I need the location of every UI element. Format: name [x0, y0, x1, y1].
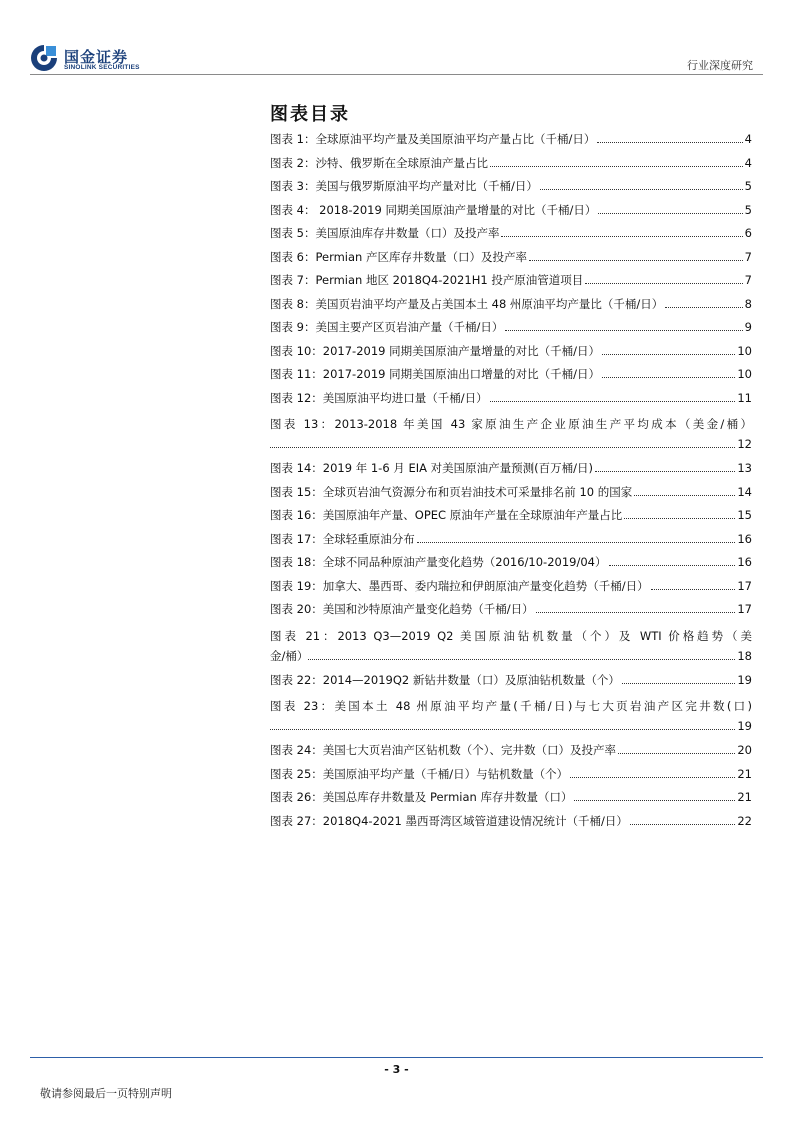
toc-entry-page: 19: [737, 718, 752, 733]
toc-entry-page: 22: [737, 813, 752, 828]
toc-entry[interactable]: [270, 531, 752, 555]
toc-leader-dots: [505, 329, 742, 331]
toc-entry[interactable]: [270, 766, 752, 790]
toc-entry-label: 图表 26：美国总库存井数量及 Permian 库存井数量（口）: [270, 790, 573, 804]
toc-entry[interactable]: [270, 578, 752, 602]
toc-entry-page: 21: [737, 790, 752, 804]
toc-entry-label: 图表 21：2013 Q3—2019 Q2 美国原油钻机数量（个）及 WTI 价格趋势（美: [270, 628, 752, 643]
toc-entry-label: 图表 13：2013-2018 年美国 43 家原油生产企业原油生产平均成本（美金/桶）: [270, 417, 752, 431]
toc-entry[interactable]: [270, 742, 752, 766]
toc-entry[interactable]: [270, 484, 752, 508]
table-of-figures: [270, 131, 752, 836]
toc-entry[interactable]: [270, 460, 752, 484]
toc-entry[interactable]: [270, 507, 752, 531]
toc-entry-label: 图表 23：美国本土 48 州原油平均产量(千桶/日)与七大页岩油产区完井数(口): [270, 699, 752, 713]
toc-entry-label: 图表 2：沙特、俄罗斯在全球原油产量占比: [270, 155, 488, 170]
toc-leader-dots: [540, 188, 743, 190]
toc-leader-dots: [630, 823, 735, 825]
toc-leader-dots: [574, 799, 735, 801]
logo-chinese-name: 国金证券: [64, 48, 129, 66]
toc-entry-label: 图表 20：美国和沙特原油产量变化趋势（千桶/日）: [270, 602, 534, 616]
toc-entry[interactable]: [270, 554, 752, 578]
header-divider: [30, 74, 763, 75]
toc-entry-label: 图表 1：全球原油平均产量及美国原油平均产量占比（千桶/日）: [270, 132, 596, 146]
toc-entry[interactable]: [270, 249, 752, 273]
toc-entry-page: 17: [737, 602, 752, 616]
toc-entry[interactable]: [270, 625, 752, 672]
toc-entry[interactable]: [270, 601, 752, 625]
toc-leader-dots: [609, 564, 736, 566]
toc-leader-dots: [585, 282, 742, 284]
toc-entry[interactable]: [270, 131, 752, 155]
toc-entry[interactable]: [270, 155, 752, 179]
toc-entry[interactable]: [270, 695, 752, 742]
toc-entry-page: 9: [744, 320, 752, 334]
toc-leader-dots: [270, 446, 735, 448]
toc-entry[interactable]: [270, 202, 752, 226]
toc-entry-label: 图表 17：全球轻重原油分布: [270, 531, 415, 546]
toc-entry-page: 5: [744, 179, 752, 193]
toc-entry-label: 图表 16：美国原油年产量、OPEC 原油年产量在全球原油年产量占比: [270, 508, 623, 522]
toc-entry-label: 图表 19：加拿大、墨西哥、委内瑞拉和伊朗原油产量变化趋势（千桶/日）: [270, 578, 649, 593]
toc-entry-page: 21: [737, 766, 752, 781]
toc-entry-label: 图表 5：美国原油库存井数量（口）及投产率: [270, 226, 500, 240]
toc-entry-label: 图表 10：2017-2019 同期美国原油产量增量的对比（千桶/日）: [270, 343, 600, 358]
report-type-label: 行业深度研究: [687, 59, 753, 72]
toc-leader-dots: [595, 470, 735, 472]
toc-entry-page: 16: [737, 555, 752, 569]
company-logo: [30, 44, 150, 76]
toc-entry-page: 6: [744, 226, 752, 240]
toc-leader-dots: [602, 353, 735, 355]
toc-entry[interactable]: [270, 413, 752, 460]
toc-entry-page: 7: [744, 249, 752, 264]
toc-entry[interactable]: [270, 789, 752, 813]
toc-entry-page: 17: [737, 578, 752, 593]
toc-leader-dots: [308, 658, 735, 660]
toc-entry-label: 图表 6：Permian 产区库存井数量（口）及投产率: [270, 249, 527, 264]
toc-entry-label: 图表 27：2018Q4-2021 墨西哥湾区域管道建设情况统计（千桶/日）: [270, 813, 628, 828]
toc-entry[interactable]: [270, 178, 752, 202]
toc-leader-dots: [622, 682, 736, 684]
toc-entry-label: 图表 8：美国页岩油平均产量及占美国本土 48 州原油平均产量比（千桶/日）: [270, 296, 664, 311]
toc-leader-dots: [570, 776, 735, 778]
toc-entry-page: 15: [737, 508, 752, 522]
toc-entry[interactable]: [270, 225, 752, 249]
toc-entry-label: 图表 9：美国主要产区页岩油产量（千桶/日）: [270, 320, 504, 334]
toc-entry[interactable]: [270, 390, 752, 414]
toc-entry[interactable]: [270, 672, 752, 696]
toc-entry-page: 19: [737, 672, 752, 687]
toc-entry[interactable]: [270, 813, 752, 837]
toc-entry-label: 图表 3：美国与俄罗斯原油平均产量对比（千桶/日）: [270, 179, 538, 193]
toc-entry-page: 10: [737, 343, 752, 358]
toc-entry-label: 图表 4： 2018-2019 同期美国原油产量增量的对比（千桶/日）: [270, 202, 597, 217]
toc-entry-page: 18: [737, 649, 752, 663]
toc-entry-label: 图表 22：2014—2019Q2 新钻井数量（口）及原油钻机数量（个）: [270, 672, 620, 687]
toc-entry[interactable]: [270, 319, 752, 343]
toc-entry-label: 图表 18：全球不同品种原油产量变化趋势（2016/10-2019/04）: [270, 555, 607, 569]
toc-title: 图表目录: [270, 104, 350, 125]
toc-leader-dots: [665, 306, 742, 308]
toc-leader-dots: [618, 752, 735, 754]
toc-leader-dots: [634, 494, 735, 496]
toc-leader-dots: [501, 235, 742, 237]
toc-leader-dots: [490, 165, 743, 167]
toc-entry-label-continued: 金/桶）: [270, 649, 309, 663]
toc-entry-page: 12: [737, 436, 752, 451]
sinolink-logo-icon: [30, 44, 58, 72]
toc-leader-dots: [536, 611, 736, 613]
toc-entry-label: 图表 11：2017-2019 同期美国原油出口增量的对比（千桶/日）: [270, 367, 600, 381]
toc-leader-dots: [417, 541, 736, 543]
toc-entry[interactable]: [270, 272, 752, 296]
toc-entry-page: 13: [737, 461, 752, 475]
toc-leader-dots: [598, 212, 742, 214]
toc-entry-label: 图表 12：美国原油平均进口量（千桶/日）: [270, 390, 488, 405]
toc-entry-page: 20: [737, 743, 752, 757]
toc-leader-dots: [529, 259, 743, 261]
toc-entry-page: 4: [744, 132, 752, 146]
toc-entry-page: 11: [737, 390, 752, 405]
page-number: - 3 -: [384, 1063, 409, 1076]
toc-entry-page: 4: [744, 155, 752, 170]
footer-divider: [30, 1057, 763, 1058]
toc-leader-dots: [597, 141, 742, 143]
toc-entry-label: 图表 25：美国原油平均产量（千桶/日）与钻机数量（个）: [270, 766, 569, 781]
toc-leader-dots: [602, 376, 735, 378]
toc-entry-page: 16: [737, 531, 752, 546]
toc-entry[interactable]: [270, 366, 752, 390]
toc-entry-label: 图表 7：Permian 地区 2018Q4-2021H1 投产原油管道项目: [270, 273, 584, 287]
toc-entry-page: 5: [744, 202, 752, 217]
toc-entry-label: 图表 24：美国七大页岩油产区钻机数（个）、完井数（口）及投产率: [270, 743, 617, 757]
toc-leader-dots: [270, 728, 735, 730]
toc-entry[interactable]: [270, 343, 752, 367]
toc-entry-page: 10: [737, 367, 752, 381]
toc-entry-label: 图表 14：2019 年 1-6 月 EIA 对美国原油产量预测(百万桶/日): [270, 461, 593, 475]
toc-leader-dots: [651, 588, 736, 590]
toc-entry-page: 7: [744, 273, 752, 287]
toc-entry-page: 14: [737, 484, 752, 499]
toc-leader-dots: [490, 400, 736, 402]
toc-entry-page: 8: [744, 296, 752, 311]
toc-entry-label: 图表 15：全球页岩油气资源分布和页岩油技术可采量排名前 10 的国家: [270, 484, 633, 499]
logo-english-name: SINOLINK SECURITIES: [64, 64, 140, 71]
toc-entry[interactable]: [270, 296, 752, 320]
footer-disclaimer: 敬请参阅最后一页特别声明: [40, 1087, 172, 1100]
toc-leader-dots: [624, 517, 735, 519]
